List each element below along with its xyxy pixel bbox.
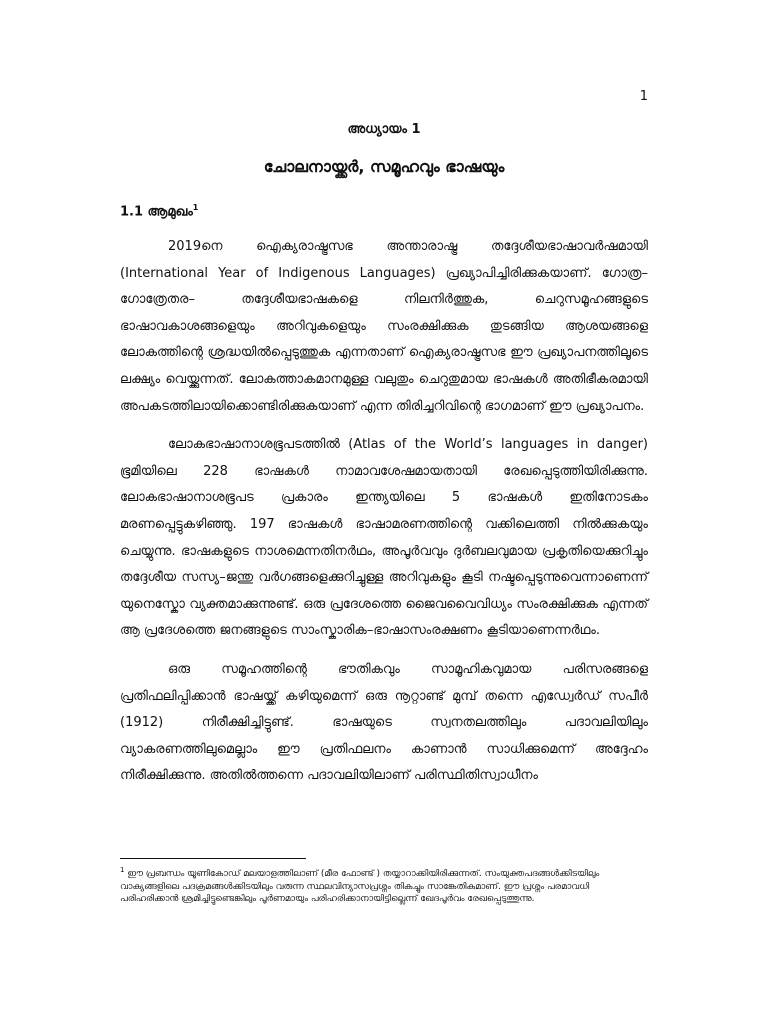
page-number: 1 bbox=[639, 89, 648, 104]
section-heading-text: 1.1 ആമുഖം bbox=[120, 204, 193, 220]
paragraph-1: 2019നെ ഐക്യരാഷ്ട്രസഭ അന്താരാഷ്ട്ര തദ്ദേശീയഭാഷാവർഷമായി (International Year of Indigenous Languages) പ്രഖ്യാപിച്ചിരിക്കുകയാണ്. ഗോത്ര–ഗോത്രേതര– തദ്ദേശീയഭാഷകളെ നിലനിർത്തുക, ചെറുസമൂഹങ്ങളുടെ ഭാഷാവകാശങ്ങളെയും അറിവുകളെയും സംരക്ഷിക്കുക തുടങ്ങിയ ആശയങ്ങളെ ലോകത്തിന്റെ ശ്രദ്ധയിൽപ്പെടുത്തുക എന്നതാണ് ഐക്യരാഷ്ട്രസഭ ഈ പ്രഖ്യാപനത്തിലൂടെ ലക്ഷ്യം വെയ്ക്കുന്നത്. ലോകത്താകമാനമുള്ള വലുതും ചെറുതുമായ ഭാഷകൾ അതിഭീകരമായി അപകടത്തിലായിക്കൊണ്ടിരിക്കുകയാണ് എന്ന തിരിച്ചറിവിന്റെ ഭാഗമാണ് ഈ പ്രഖ്യാപനം. bbox=[120, 239, 648, 414]
paragraph-2: ലോകഭാഷാനാശഭൂപടത്തിൽ (Atlas of the World’s languages in danger) ഭൂമിയിലെ 228 ഭാഷകൾ നാമാവശേഷമായതായി രേഖപ്പെടുത്തിയിരിക്കുന്നു. ലോകഭാഷാനാശഭൂപട പ്രകാരം ഇന്ത്യയിലെ 5 ഭാഷകൾ ഇതിനോടകം മരണപ്പെട്ടുകഴിഞ്ഞു. 197 ഭാഷകൾ ഭാഷാമരണത്തിന്റെ വക്കിലെത്തി നിൽക്കുകയും ചെയ്യുന്നു. ഭാഷകളുടെ നാശമെന്നതിനർഥം, അപൂർവവും ദുർബലവുമായ പ്രകൃതിയെക്കുറിച്ചും തദ്ദേശീയ സസ്യ–ജന്തു വർഗങ്ങളെക്കുറിച്ചുള്ള അറിവുകളും കൂടി നഷ്ടപ്പെടുന്നുവെന്നാണെന്ന് യുനെസ്കോ വ്യക്തമാക്കുന്നുണ്ട്. ഒരു പ്രദേശത്തെ ജൈവവൈവിധ്യം സംരക്ഷിക്കുക എന്നത് ആ പ്രദേശത്തെ ജനങ്ങളുടെ സാംസ്കാരിക–ഭാഷാസംരക്ഷണം കൂടിയാണെന്നർഥം. bbox=[120, 437, 648, 639]
footnote-divider bbox=[120, 858, 306, 859]
body-text bbox=[120, 234, 648, 802]
chapter-label: അധ്യായം 1 bbox=[347, 122, 421, 137]
footnote-marker: 1 bbox=[120, 866, 125, 874]
footnote bbox=[120, 864, 648, 906]
footnote-reference[interactable]: 1 bbox=[192, 203, 199, 212]
footnote-text: ഈ പ്രബന്ധം യൂണികോഡ് മലയാളത്തിലാണ് (മീര ഫോണ്ട് ) തയ്യാറാക്കിയിരിക്കുന്നത്. സംയുക്തപദങ്ങൾക്കിടയിലും വാക്യങ്ങളിലെ പദക്രമങ്ങൾക്കിടയിലും വരുന്ന സ്ഥലവിന്യാസപ്രശ്നം തികച്ചും സാങ്കേതികമാണ്. ഈ പ്രശ്നം പരമാവധി പരിഹരിക്കാൻ ശ്രമിച്ചിട്ടുണ്ടെങ്കിലും പൂർണമായും പരിഹരിക്കാനായിട്ടില്ലെന്ന് ഖേദപൂർവം രേഖപ്പെടുത്തുന്നു. bbox=[120, 869, 600, 904]
paragraph-3: ഒരു സമൂഹത്തിന്റെ ഭൗതികവും സാമൂഹികവുമായ പരിസരങ്ങളെ പ്രതിഫലിപ്പിക്കാൻ ഭാഷയ്ക്ക് കഴിയുമെന്ന് ഒരു നൂറ്റാണ്ട് മുമ്പ് തന്നെ എഡ്വേർഡ് സപീർ (1912) നിരീക്ഷിച്ചിട്ടുണ്ട്. ഭാഷയുടെ സ്വനതലത്തിലും പദാവലിയിലും വ്യാകരണത്തിലുമെല്ലാം ഈ പ്രതിഫലനം കാണാൻ സാധിക്കുമെന്ന് അദ്ദേഹം നിരീക്ഷിക്കുന്നു. അതിൽത്തന്നെ പദാവലിയിലാണ് പരിസ്ഥിതിസ്വാധീനം bbox=[120, 661, 648, 784]
chapter-title: ചോലനായ്ക്കർ, സമൂഹവും ഭാഷയും bbox=[263, 157, 505, 176]
section-heading bbox=[120, 203, 198, 219]
